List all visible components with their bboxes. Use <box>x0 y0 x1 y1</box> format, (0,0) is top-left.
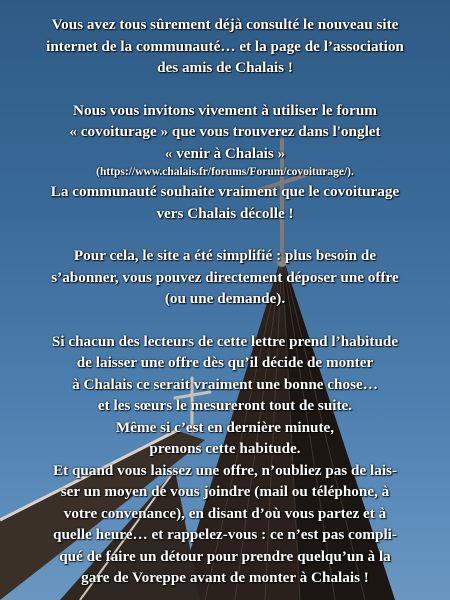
text-line: et les sœurs le mesureront tout de suite. <box>97 397 353 414</box>
text-line: Et quand vous laissez une offre, n’oubliez pas de lais- <box>52 461 398 479</box>
text-line: votre convenance), en disant d’où vous partez et à <box>63 504 387 522</box>
text-line: Si chacun des lecteurs de cette lettre prend l’habitude <box>51 332 399 350</box>
paragraph-forum <box>14 100 436 225</box>
text-line: La communauté souhaite vraiment que le covoiturage <box>50 183 400 200</box>
text-line: (ou une demande). <box>164 290 286 307</box>
paragraph-intro <box>14 14 436 79</box>
text-line: « covoiturage » que vous trouverez dans l'onglet <box>69 123 381 140</box>
paragraph-simplified <box>14 245 436 310</box>
text-line: quelle heure… et rappelez-vous : ce n’est pas compli- <box>53 526 397 543</box>
text-line: qué de faire un détour pour prendre quelqu’un à la <box>59 547 391 565</box>
text-line: Vous avez tous sûrement déjà consulté le nouveau site <box>51 16 399 33</box>
paragraph-habit <box>14 331 436 589</box>
text-line: s’abonner, vous pouvez directement déposer une offre <box>51 268 399 286</box>
text-line: des amis de Chalais ! <box>157 59 293 76</box>
forum-url-link[interactable]: (https://www.chalais.fr/forums/Forum/covoiturage/). <box>96 166 354 178</box>
text-line: de laisser une offre dès qu’il décide de monter <box>76 354 374 371</box>
text-line: internet de la communauté… et la page de l’association <box>46 37 404 55</box>
text-line: Pour cela, le site a été simplifié : plus besoin de <box>73 247 377 264</box>
text-line: prenons cette habitude. <box>149 440 301 457</box>
text-line: gare de Voreppe avant de monter à Chalais ! <box>81 569 369 586</box>
text-line: ser un moyen de vous joindre (mail ou téléphone, à <box>60 483 390 500</box>
text-line: vers Chalais décolle ! <box>156 204 294 222</box>
text-line: Même si c’est en dernière minute, <box>115 418 335 436</box>
text-line: à Chalais ce serait vraiment une bonne chose… <box>72 375 378 393</box>
text-line: Nous vous invitons vivement à utiliser le forum <box>73 101 377 119</box>
text-line: « venir à Chalais » <box>164 144 286 162</box>
